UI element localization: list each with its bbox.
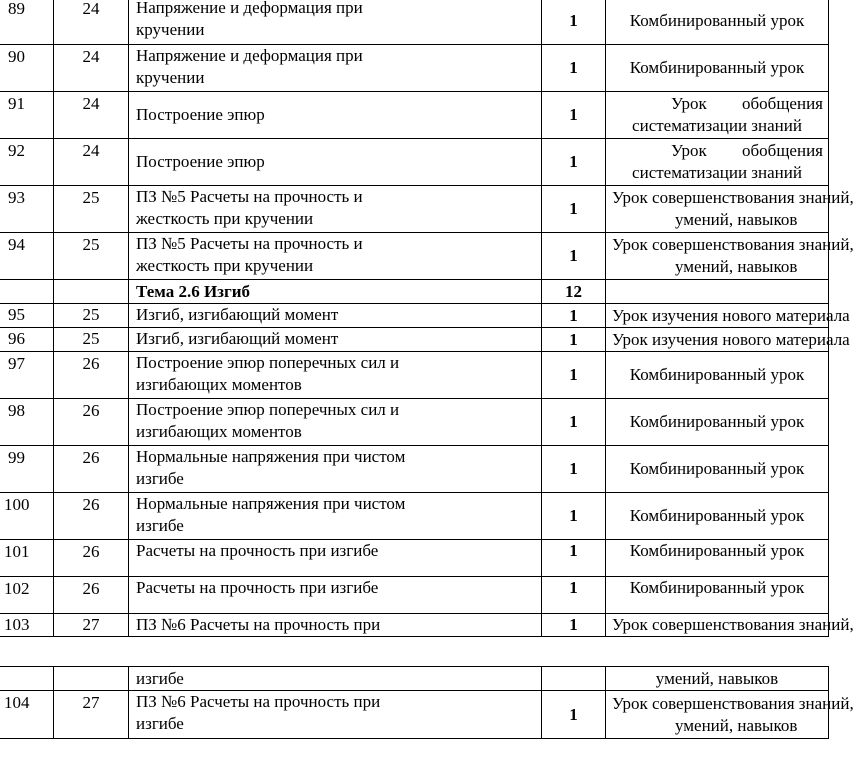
lesson-topic: ПЗ №6 Расчеты на прочность при	[129, 614, 542, 637]
table-row	[0, 45, 829, 92]
lesson-type: Урок обобщения систематизации знаний	[606, 92, 829, 139]
lesson-number: 100	[0, 493, 54, 540]
lesson-type: Комбинированный урок	[606, 540, 829, 577]
lesson-number: 89	[0, 0, 54, 45]
hours: 1	[542, 446, 606, 493]
hours: 1	[542, 493, 606, 540]
hours: 1	[542, 0, 606, 45]
lesson-plan-table-continued	[0, 666, 854, 739]
lecture-number: 26	[54, 577, 129, 614]
lesson-topic: ПЗ №5 Расчеты на прочность и жесткость при кручении	[129, 186, 542, 233]
section-title: Тема 2.6 Изгиб	[129, 280, 542, 304]
table-row	[0, 328, 829, 352]
lecture-number: 27	[54, 614, 129, 637]
hours: 1	[542, 399, 606, 446]
table-row	[0, 0, 829, 45]
hours: 1	[542, 540, 606, 577]
lesson-number: 99	[0, 446, 54, 493]
lesson-type: Комбинированный урок	[606, 0, 829, 45]
lesson-number: 90	[0, 45, 54, 92]
hours: 1	[542, 328, 606, 352]
lesson-topic: Напряжение и деформация при кручении	[129, 0, 542, 45]
table-row	[0, 577, 829, 614]
lesson-type: Комбинированный урок	[606, 399, 829, 446]
lesson-type: Комбинированный урок	[606, 446, 829, 493]
lesson-type: Комбинированный урок	[606, 45, 829, 92]
hours: 1	[542, 139, 606, 186]
lecture-number: 24	[54, 139, 129, 186]
lesson-number: 93	[0, 186, 54, 233]
table-row	[0, 92, 829, 139]
lesson-topic: Изгиб, изгибающий момент	[129, 328, 542, 352]
hours: 1	[542, 186, 606, 233]
lecture-number: 26	[54, 493, 129, 540]
lesson-number: 94	[0, 233, 54, 280]
lecture-number: 25	[54, 233, 129, 280]
lecture-number: 25	[54, 328, 129, 352]
lesson-number: 104	[0, 691, 54, 739]
lecture-number: 26	[54, 540, 129, 577]
lesson-topic: изгибе	[129, 667, 542, 691]
table-row	[0, 691, 829, 739]
lesson-type: Урок изучения нового материала	[606, 328, 829, 352]
lesson-number: 102	[0, 577, 54, 614]
hours: 1	[542, 614, 606, 637]
lesson-number: 92	[0, 139, 54, 186]
lesson-topic: Нормальные напряжения при чистом изгибе	[129, 446, 542, 493]
hours: 1	[542, 92, 606, 139]
lesson-topic: Напряжение и деформация при кручении	[129, 45, 542, 92]
hours: 1	[542, 577, 606, 614]
lecture-number: 25	[54, 304, 129, 328]
lesson-number: 96	[0, 328, 54, 352]
hours: 1	[542, 45, 606, 92]
hours: 1	[542, 691, 606, 739]
table-row	[0, 233, 829, 280]
hours: 1	[542, 304, 606, 328]
lecture-number: 26	[54, 399, 129, 446]
lesson-type: Комбинированный урок	[606, 352, 829, 399]
table-row	[0, 667, 829, 691]
lesson-number: 103	[0, 614, 54, 637]
table-row	[0, 352, 829, 399]
section-header-row	[0, 280, 829, 304]
lesson-type: Урок изучения нового материала	[606, 304, 829, 328]
lesson-topic: Построение эпюр	[129, 139, 542, 186]
lesson-topic: Расчеты на прочность при изгибе	[129, 577, 542, 614]
lecture-number: 24	[54, 92, 129, 139]
hours: 1	[542, 233, 606, 280]
lesson-topic: Изгиб, изгибающий момент	[129, 304, 542, 328]
lesson-type: Урок обобщения систематизации знаний	[606, 139, 829, 186]
table-row	[0, 304, 829, 328]
hours: 1	[542, 352, 606, 399]
table-row	[0, 399, 829, 446]
lesson-number: 97	[0, 352, 54, 399]
lesson-type: Урок совершенствования знаний, умений, навыков	[606, 233, 829, 280]
lesson-type: умений, навыков	[606, 667, 829, 691]
lesson-topic: Построение эпюр поперечных сил и изгибающих моментов	[129, 352, 542, 399]
lecture-number: 24	[54, 0, 129, 45]
hours: 12	[542, 280, 606, 304]
lesson-type: Урок совершенствования знаний,	[606, 614, 829, 637]
lesson-type: Комбинированный урок	[606, 493, 829, 540]
lecture-number: 26	[54, 352, 129, 399]
lecture-number: 27	[54, 691, 129, 739]
table-row	[0, 493, 829, 540]
lesson-type: Комбинированный урок	[606, 577, 829, 614]
table-row	[0, 540, 829, 577]
table-row	[0, 186, 829, 233]
table-row	[0, 139, 829, 186]
lesson-topic: ПЗ №5 Расчеты на прочность и жесткость при кручении	[129, 233, 542, 280]
lecture-number: 26	[54, 446, 129, 493]
lecture-number: 24	[54, 45, 129, 92]
lesson-type: Урок совершенствования знаний, умений, навыков	[606, 186, 829, 233]
lesson-number: 91	[0, 92, 54, 139]
lesson-topic: Построение эпюр	[129, 92, 542, 139]
table-row	[0, 614, 829, 637]
lesson-topic: ПЗ №6 Расчеты на прочность при изгибе	[129, 691, 542, 739]
lesson-number: 98	[0, 399, 54, 446]
lesson-number: 95	[0, 304, 54, 328]
lecture-number: 25	[54, 186, 129, 233]
lesson-type: Урок совершенствования знаний, умений, навыков	[606, 691, 829, 739]
lesson-topic: Расчеты на прочность при изгибе	[129, 540, 542, 577]
lesson-topic: Построение эпюр поперечных сил и изгибающих моментов	[129, 399, 542, 446]
lesson-topic: Нормальные напряжения при чистом изгибе	[129, 493, 542, 540]
lesson-number: 101	[0, 540, 54, 577]
table-row	[0, 446, 829, 493]
